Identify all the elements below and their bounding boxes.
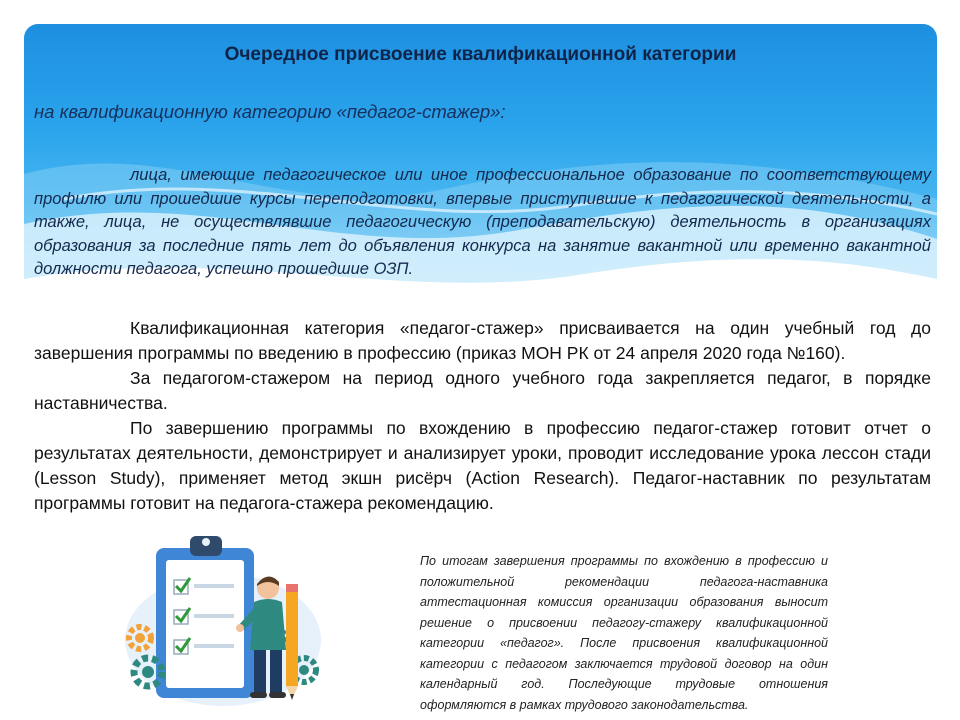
body-paragraph-2: За педагогом-стажером на период одного учебного года закрепляется педагог, в порядке наставничества. [34, 368, 931, 413]
body-paragraph-3: По завершению программы по вхождению в профессию педагог-стажер готовит отчет о результатах деятельности, демонстрирует и анализирует уроки, проводит исследование урока лессон стади (Lesson Study), применяет метод экшн рисёрч (Action Research). Педагог-наставник по результатам программы готовит на педагога-стажера рекомендацию. [34, 418, 931, 513]
criteria-paragraph [34, 164, 931, 282]
category-subtitle: на квалификационную категорию «педагог-стажер»: [34, 101, 506, 122]
body-paragraph-1: Квалификационная категория «педагог-стажер» присваивается на один учебный год до завершения программы по введению в профессию (приказ МОН РК от 24 апреля 2020 года №160). [34, 318, 931, 363]
note-block [420, 551, 828, 715]
note-text: По итогам завершения программы по вхождению в профессию и положительной рекомендации педагога-наставника аттестационная комиссия организации образования выносит решение о присвоении педагогу-стажеру квалификационной категории «педагог». После присвоения квалификационной категории с педагогом заключается трудовой договор на один календарный год. Последующие трудовые отношения оформляются в рамках трудового законодательства. [420, 554, 828, 712]
teacher-checklist-illustration [118, 530, 328, 710]
body-text [34, 316, 931, 516]
pencil-icon [286, 584, 298, 700]
criteria-text: лица, имеющие педагогическое или иное профессиональное образование по соответствующему профилю или прошедшие курсы переподготовки, впервые приступившие к педагогической деятельности, а также, лица, не осуществлявшие педагогическую (преподавательскую) деятельность в организациях образования за последние пять лет до объявления конкурса на занятие вакантной или временно вакантной должности педагога, успешно прошедшие ОЗП. [34, 166, 931, 278]
page-title: Очередное присвоение квалификационной категории [224, 44, 737, 65]
